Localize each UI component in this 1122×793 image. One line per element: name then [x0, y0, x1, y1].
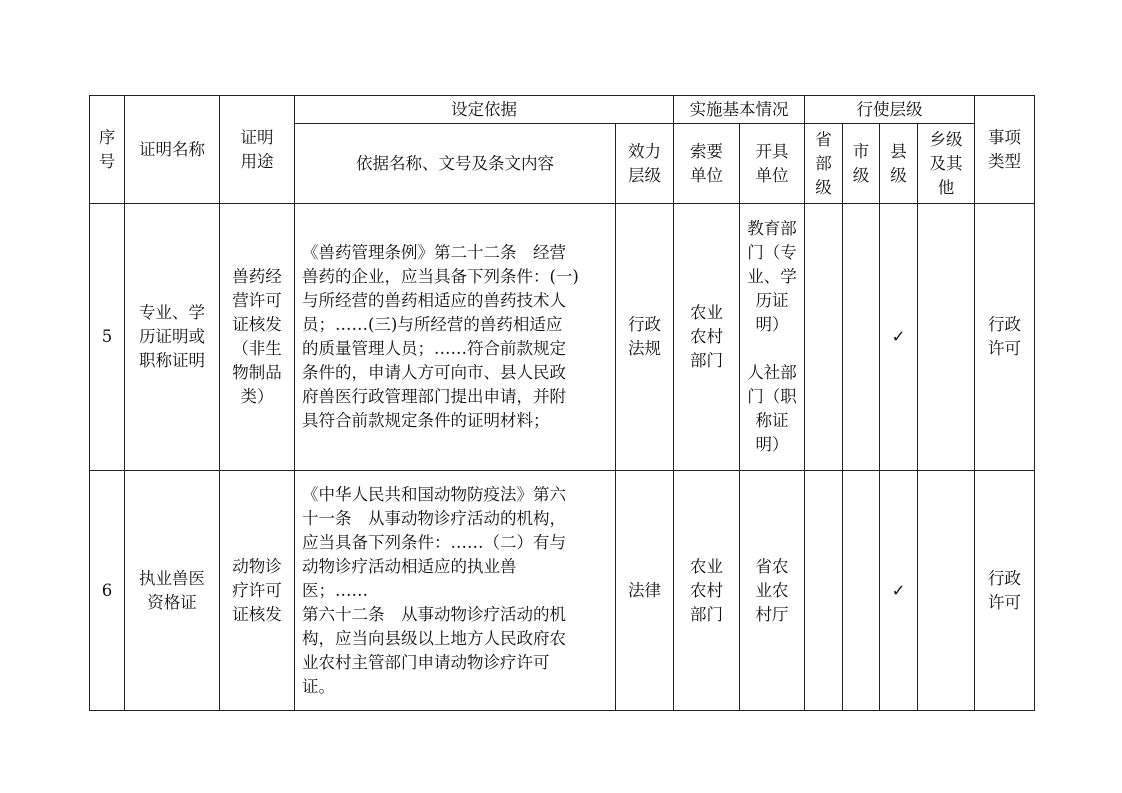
row-issue-unit: 省农 业农 村厅: [740, 471, 805, 711]
header-impl-group: 实施基本情况: [674, 96, 805, 124]
row-city: [843, 471, 880, 711]
header-type: 事项 类型: [975, 96, 1035, 204]
header-seq: 序 号: [90, 96, 125, 204]
row-township: [918, 471, 975, 711]
row-purpose: 兽药经 营许可 证核发 （非生 物制品 类）: [220, 204, 295, 471]
header-county: 县 级: [880, 124, 918, 204]
row-legal-level: 法律: [616, 471, 674, 711]
header-city: 市 级: [843, 124, 880, 204]
row-name: 专业、学 历证明或 职称证明: [125, 204, 220, 471]
row-seq: 5: [90, 204, 125, 471]
row-provincial: [805, 471, 843, 711]
check-mark-icon: ✓: [880, 471, 918, 711]
header-basis-text: 依据名称、文号及条文内容: [295, 124, 616, 204]
row-seq: 6: [90, 471, 125, 711]
header-township: 乡级 及其 他: [918, 124, 975, 204]
table-row: [90, 471, 1035, 711]
header-provincial: 省 部 级: [805, 124, 843, 204]
row-city: [843, 204, 880, 471]
header-level-group: 行使层级: [805, 96, 975, 124]
row-legal-level: 行政 法规: [616, 204, 674, 471]
row-request-unit: 农业 农村 部门: [674, 204, 740, 471]
certificate-table: [89, 95, 1035, 711]
table-row: [90, 204, 1035, 471]
row-purpose: 动物诊 疗许可 证核发: [220, 471, 295, 711]
row-name: 执业兽医 资格证: [125, 471, 220, 711]
row-provincial: [805, 204, 843, 471]
header-purpose: 证明 用途: [220, 96, 295, 204]
header-name: 证明名称: [125, 96, 220, 204]
row-basis: 《中华人民共和国动物防疫法》第六 十一条 从事动物诊疗活动的机构， 应当具备下列条件：……（二）有与 动物诊疗活动相适应的执业兽 医；…… 第六十二条 从事动物诊疗活动的机 构，应当向县级以上地方人民政府农 业农村主管部门申请动物诊疗许可 证。: [295, 471, 616, 711]
header-row-1: [90, 96, 1035, 124]
row-request-unit: 农业 农村 部门: [674, 471, 740, 711]
header-issue-unit: 开具 单位: [740, 124, 805, 204]
row-basis: 《兽药管理条例》第二十二条 经营 兽药的企业，应当具备下列条件：(一) 与所经营的兽药相适应的兽药技术人 员；……(三)与所经营的兽药相适应 的质量管理人员；……符合前款规定 条件的，申请人方可向市、县人民政 府兽医行政管理部门提出申请，并附 具符合前款规定条件的证明材料；: [295, 204, 616, 471]
header-request-unit: 索要 单位: [674, 124, 740, 204]
row-township: [918, 204, 975, 471]
row-issue-unit: 教育部 门（专 业、学 历证 明） 人社部 门（职 称证 明）: [740, 204, 805, 471]
header-legal-level: 效力 层级: [616, 124, 674, 204]
check-mark-icon: ✓: [880, 204, 918, 471]
row-type: 行政 许可: [975, 204, 1035, 471]
header-basis-group: 设定依据: [295, 96, 674, 124]
row-type: 行政 许可: [975, 471, 1035, 711]
